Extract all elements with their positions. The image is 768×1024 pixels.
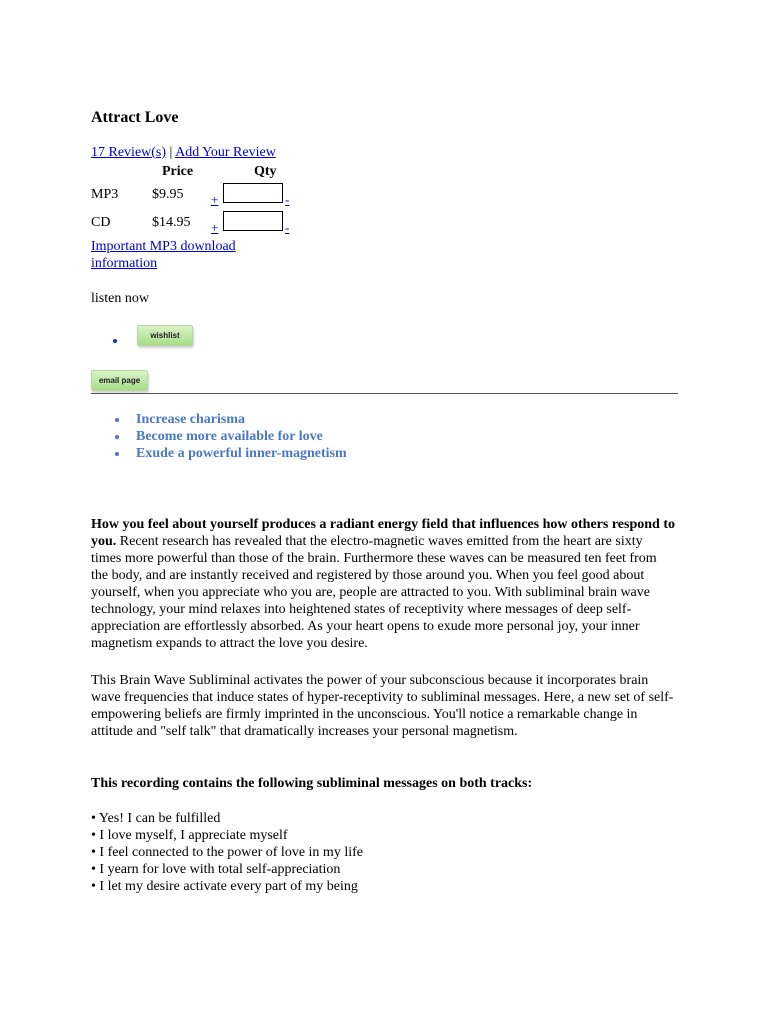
description-body: Recent research has revealed that the electro-magnetic waves emitted from the heart are sixty times more powerful than those of the brain. Furthermore these waves can be measured ten feet from the body, and are instantly received and registered by those around you. When you feel good about yourself, when you appreciate who you are, people are attracted to you. With subliminal brain wave technology, your mind relaxes into heightened states of receptivity where messages of deep self-appreciation are effortlessly absorbed. As your heart opens to exude more personal joy, your inner magnetism expands to attract the love you desire.: [91, 534, 657, 651]
benefits-list: [91, 411, 347, 462]
reviews-link[interactable]: 17 Review(s): [91, 145, 167, 160]
listen-now[interactable]: listen now: [91, 291, 149, 306]
list-item: Increase charisma: [91, 411, 347, 428]
messages-list: [91, 810, 363, 895]
page-title: Attract Love: [91, 109, 179, 126]
list-item: • I let my desire activate every part of my being: [91, 879, 358, 894]
price-header: Price: [162, 164, 194, 179]
price-cd: $14.95: [152, 215, 191, 230]
divider: [91, 393, 678, 394]
description-lead: How you feel about yourself produces a radiant energy field that influences how others respond to you.: [91, 517, 675, 549]
messages-heading: This recording contains the following subliminal messages on both tracks:: [91, 776, 533, 791]
list-item: Become more available for love: [91, 428, 347, 445]
email-page-button[interactable]: email page: [91, 370, 148, 391]
format-label-cd: CD: [91, 215, 111, 230]
list-bullet: [113, 339, 117, 343]
reviews-line: [91, 145, 276, 161]
list-item: Exude a powerful inner-magnetism: [91, 445, 347, 462]
qty-plus-mp3[interactable]: +: [211, 192, 219, 207]
list-item: • I yearn for love with total self-appreciation: [91, 862, 341, 877]
format-label-mp3: MP3: [91, 187, 119, 202]
description-paragraph-2: This Brain Wave Subliminal activates the power of your subconscious because it incorporates brain wave frequencies that induce states of hyper-receptivity to subliminal messages. Here, a new set of self-empowering beliefs are firmly imprinted in the unconscious. You'll notice a remarkable change in attitude and "self talk" that dramatically increases your personal magnetism.: [91, 673, 674, 739]
qty-minus-cd[interactable]: -: [285, 220, 290, 235]
list-item: • I feel connected to the power of love in my life: [91, 845, 363, 860]
list-item: • I love myself, I appreciate myself: [91, 828, 288, 843]
wishlist-button[interactable]: wishlist: [137, 325, 193, 346]
list-item: • Yes! I can be fulfilled: [91, 811, 221, 826]
description-paragraph-1: [91, 516, 676, 652]
price-mp3: $9.95: [152, 187, 184, 202]
reviews-separator: |: [169, 145, 173, 160]
add-review-link[interactable]: Add Your Review: [175, 145, 276, 160]
qty-plus-cd[interactable]: +: [211, 220, 219, 235]
qty-header: Qty: [254, 164, 277, 179]
qty-input-mp3[interactable]: [223, 183, 283, 203]
mp3-download-info-link[interactable]: Important MP3 download information: [91, 239, 236, 271]
qty-input-cd[interactable]: [223, 211, 283, 231]
qty-minus-mp3[interactable]: -: [285, 192, 290, 207]
